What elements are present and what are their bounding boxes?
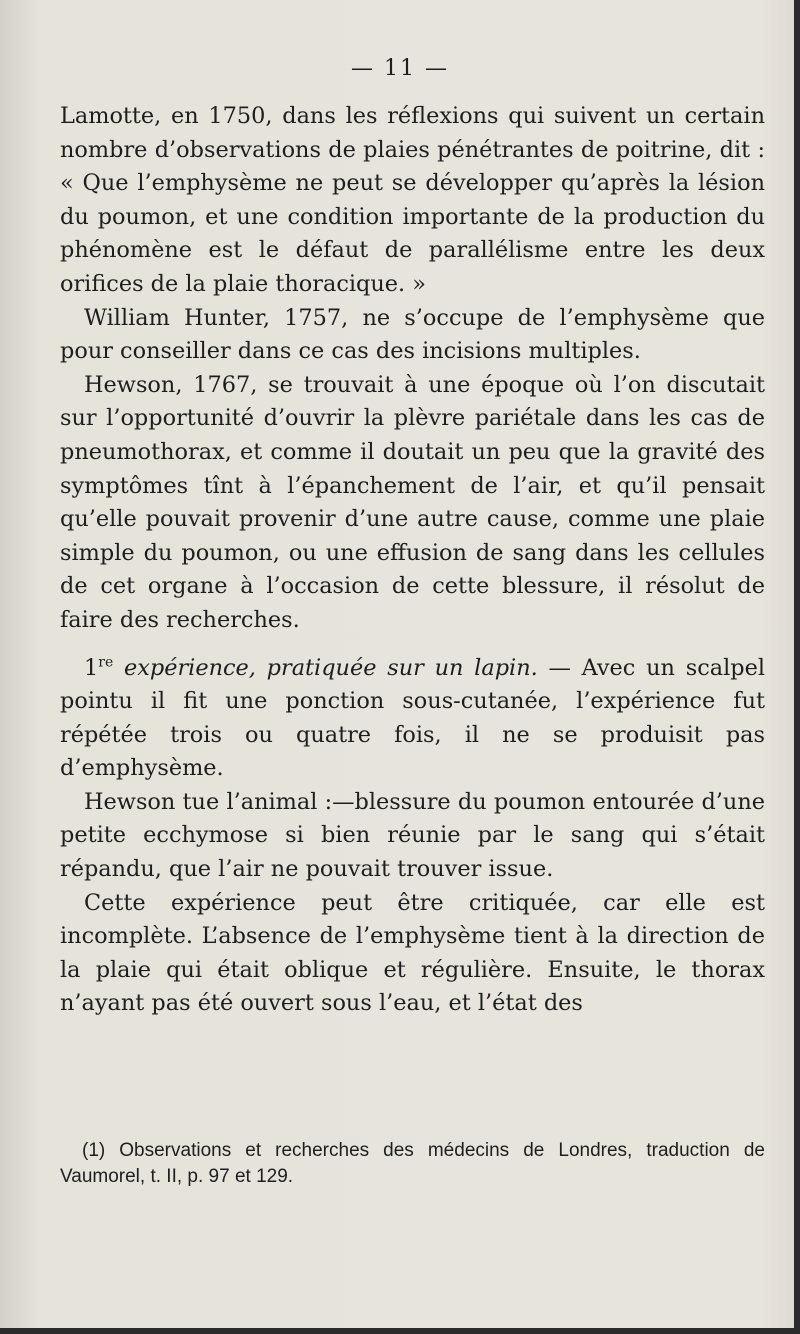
experiment-body: — Avec un scalpel pointu il fit une ponction sous-cutanée, l’expérience fut répétée trois ou quatre fois, il ne se produisit pas d’emphysème. (60, 654, 765, 782)
paragraph-hewson-animal: Hewson tue l’animal :—blessure du poumon entourée d’une petite ecchymose si bien réunie par le sang qui s’était répandu, que l’air ne pouvait trouver issue. (60, 788, 765, 883)
footnote-text: (1) Observations et recherches des médecins de Londres, traduction de Vaumorel, t. II, p. 97 et 129. (60, 1140, 765, 1187)
experiment-number-suffix: re (98, 654, 114, 671)
paragraph-hunter: William Hunter, 1757, ne s’occupe de l’emphysème que pour conseiller dans ce cas des incisions multiples. (60, 304, 765, 365)
experiment-number: 1 (84, 654, 99, 681)
page-bottom-edge (0, 1328, 800, 1334)
footnote (60, 1138, 765, 1190)
page-right-edge (794, 0, 800, 1334)
page-number: — 11 — (351, 56, 449, 81)
paragraph-hewson: Hewson, 1767, se trouvait à une époque où l’on discutait sur l’opportunité d’ouvrir la plèvre pariétale dans les cas de pneumothorax, et comme il doutait un peu que la gravité des symptômes tînt à l’épanchement de l’air, et qu’il pensait qu’elle pouvait provenir d’une autre cause, comme une plaie simple du poumon, ou une effusion de sang dans les cellules de cet organe à l’occasion de cette blessure, il résolut de faire des recherches. (60, 371, 765, 633)
paragraph-critique: Cette expérience peut être critiquée, car elle est incomplète. L’absence de l’emphysème tient à la direction de la plaie qui était oblique et régulière. Ensuite, le thorax n’ayant pas été ouvert sous l’eau, et l’état des (60, 889, 765, 1017)
paragraph-first-experiment (60, 652, 765, 786)
body-text (60, 100, 765, 1021)
experiment-heading: expérience, pratiquée sur un lapin. (113, 654, 538, 681)
paragraph-lamotte: Lamotte, en 1750, dans les réflexions qui suivent un certain nombre d’observations de plaies pénétrantes de poitrine, dit : « Que l’emphysème ne peut se développer qu’après la lésion du poumon, et une condition importante de la production du phénomène est le défaut de parallélisme entre les deux orifices de la plaie thoracique. » (60, 103, 765, 297)
